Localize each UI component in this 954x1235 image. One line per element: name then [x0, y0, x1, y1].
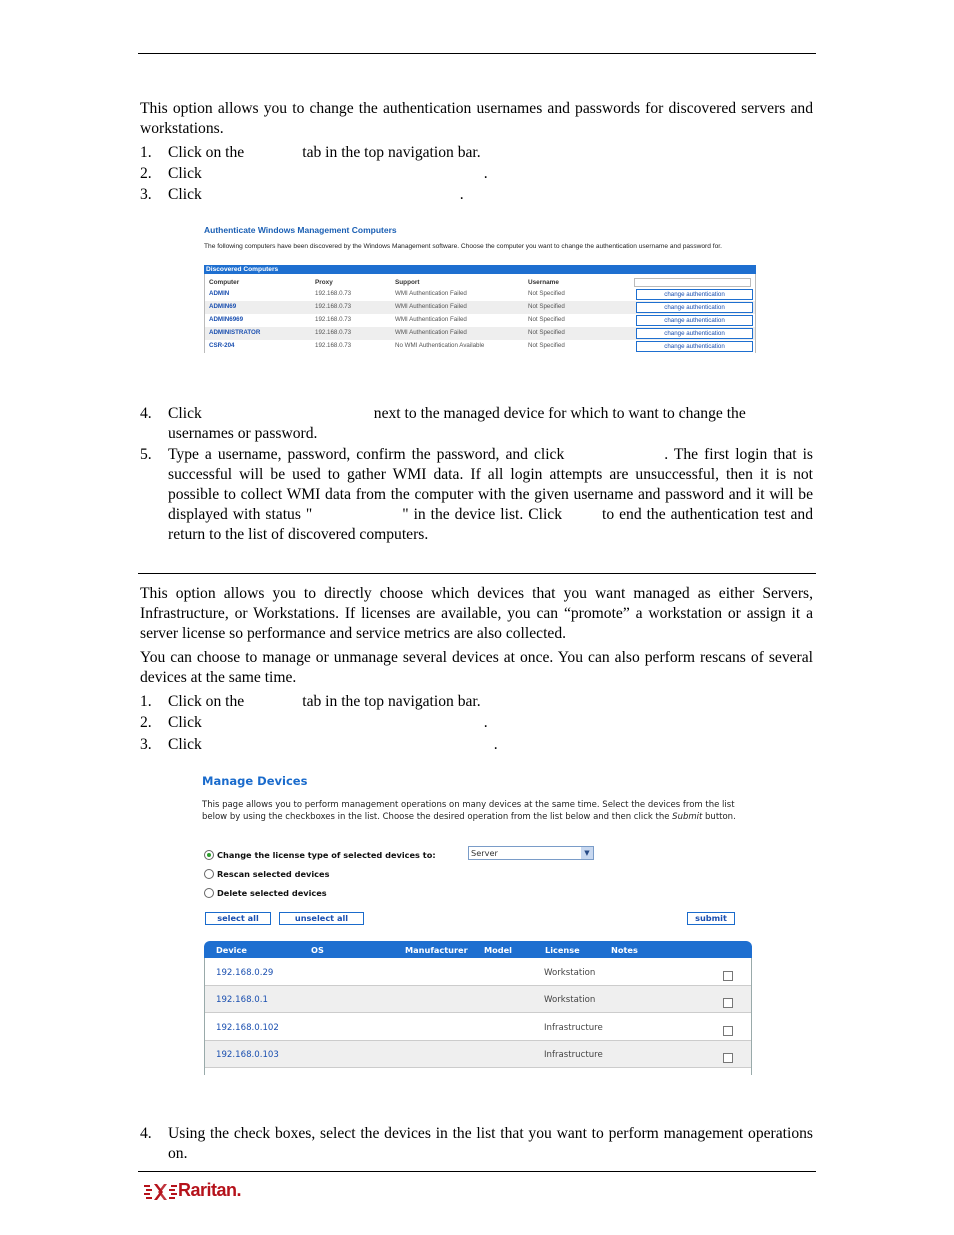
manage-devices-description: This page allows you to perform management operations on many devices at the same time. Select the devices from the list below by using the checkboxes in the list. Choose the desired operation from the list below and then click the Submit button.: [202, 800, 736, 822]
table-row: 192.168.0.1 Workstation: [205, 986, 751, 1013]
chevron-down-icon[interactable]: ▼: [581, 847, 593, 859]
table-row: ADMIN69 192.168.0.73 WMI Authentication Failed Not Specified change authentication: [205, 301, 755, 314]
col-device[interactable]: Device: [216, 945, 247, 955]
col-license[interactable]: License: [545, 945, 580, 955]
raritan-logo-text: Raritan.: [178, 1180, 242, 1200]
col-manufacturer[interactable]: Manufacturer: [405, 945, 468, 955]
change-authentication-button[interactable]: change authentication: [636, 302, 753, 313]
section1-intro: This option allows you to change the authentication usernames and passwords for discovered servers and workstations.: [140, 100, 813, 137]
unselect-all-button[interactable]: unselect all: [279, 912, 364, 925]
table-row: ADMIN6969 192.168.0.73 WMI Authentication Failed Not Specified change authentication: [205, 314, 755, 327]
table-row: 192.168.0.102 Infrastructure: [205, 1014, 751, 1041]
col-notes[interactable]: Notes: [611, 945, 638, 955]
radio-icon[interactable]: [204, 888, 214, 898]
section-rule: [138, 573, 816, 574]
authenticate-description: The following computers have been discovered by the Windows Management software. Choose the computer you want to change the authentication username and password for.: [204, 243, 722, 250]
license-type-select[interactable]: Server ▼: [468, 846, 594, 860]
action-header-box: [634, 278, 751, 287]
col-os[interactable]: OS: [311, 945, 324, 955]
discovered-computers-bar: Discovered Computers: [204, 265, 756, 274]
authenticate-title: Authenticate Windows Management Computers: [204, 225, 397, 235]
col-proxy: Proxy: [315, 279, 333, 286]
col-username: Username: [528, 279, 559, 286]
device-checkbox[interactable]: [723, 971, 733, 981]
section2-step-3: 3. Click .: [140, 736, 498, 753]
header-rule: [138, 53, 816, 54]
manage-devices-title: Manage Devices: [202, 774, 308, 788]
table-row: 192.168.0.103 Infrastructure: [205, 1041, 751, 1068]
section2-intro-1: This option allows you to directly choose which devices that you want managed as either Servers, Infrastructure, or Workstations. If licenses are available, you can “promote” a workstation or assign it a server license so performance and service metrics are also collected.: [140, 585, 813, 642]
manage-devices-screenshot: [200, 770, 756, 1075]
col-support: Support: [395, 279, 420, 286]
raritan-logo: [144, 1181, 254, 1201]
authenticate-computers-screenshot: [203, 222, 756, 353]
devices-table-header: [204, 941, 752, 958]
device-checkbox[interactable]: [723, 1053, 733, 1063]
section2-intro-2: You can choose to manage or unmanage several devices at once. You can also perform rescans of several devices at the same time.: [140, 649, 813, 686]
device-link[interactable]: 192.168.0.29: [216, 968, 274, 978]
section1-step-3: 3. Click .: [140, 186, 464, 203]
section1-step-2: 2. Click .: [140, 165, 488, 182]
device-checkbox[interactable]: [723, 1026, 733, 1036]
section1-step-1: 1. Click on the tab in the top navigation bar.: [140, 144, 481, 161]
section1-step-4: 4. Click next to the managed device for which to want to change the usernames or password.: [140, 405, 746, 442]
option-change-license[interactable]: Change the license type of selected devices to:: [204, 848, 436, 862]
table-row: ADMIN 192.168.0.73 WMI Authentication Failed Not Specified change authentication: [205, 288, 755, 301]
change-authentication-button[interactable]: change authentication: [636, 328, 753, 339]
table-row: CSR-204 192.168.0.73 No WMI Authentication Available Not Specified change authentication: [205, 340, 755, 353]
section2-step-4: 4. Using the check boxes, select the devices in the list that you want to perform management operations on.: [140, 1125, 813, 1162]
table-row: ADMINISTRATOR 192.168.0.73 WMI Authentication Failed Not Specified change authentication: [205, 327, 755, 340]
col-computer: Computer: [209, 279, 240, 286]
section2-step-1: 1. Click on the tab in the top navigation bar.: [140, 693, 481, 710]
section1-step-5: 5. Type a username, password, confirm the password, and click . The first login that is successful will be used to gather WMI data. If all login attempts are unsuccessful, then it is not possible to collect WMI data from the computer with the given username and password and it will be displayed with status " " in the device list. Click to end the authentication test and return to the list of discovered computers.: [140, 446, 813, 543]
device-link[interactable]: 192.168.0.103: [216, 1050, 279, 1060]
option-delete[interactable]: Delete selected devices: [204, 886, 327, 900]
radio-selected-icon[interactable]: [204, 850, 214, 860]
change-authentication-button[interactable]: change authentication: [636, 289, 753, 300]
select-all-button[interactable]: select all: [205, 912, 271, 925]
change-authentication-button[interactable]: change authentication: [636, 315, 753, 326]
option-rescan[interactable]: Rescan selected devices: [204, 867, 329, 881]
submit-button[interactable]: submit: [687, 912, 735, 925]
radio-icon[interactable]: [204, 869, 214, 879]
section2-step-2: 2. Click .: [140, 714, 488, 731]
footer-rule: [138, 1171, 816, 1172]
col-model[interactable]: Model: [484, 945, 512, 955]
change-authentication-button[interactable]: change authentication: [636, 341, 753, 352]
device-checkbox[interactable]: [723, 998, 733, 1008]
device-link[interactable]: 192.168.0.1: [216, 995, 268, 1005]
table-row: 192.168.0.29 Workstation: [205, 959, 751, 986]
device-link[interactable]: 192.168.0.102: [216, 1023, 279, 1033]
